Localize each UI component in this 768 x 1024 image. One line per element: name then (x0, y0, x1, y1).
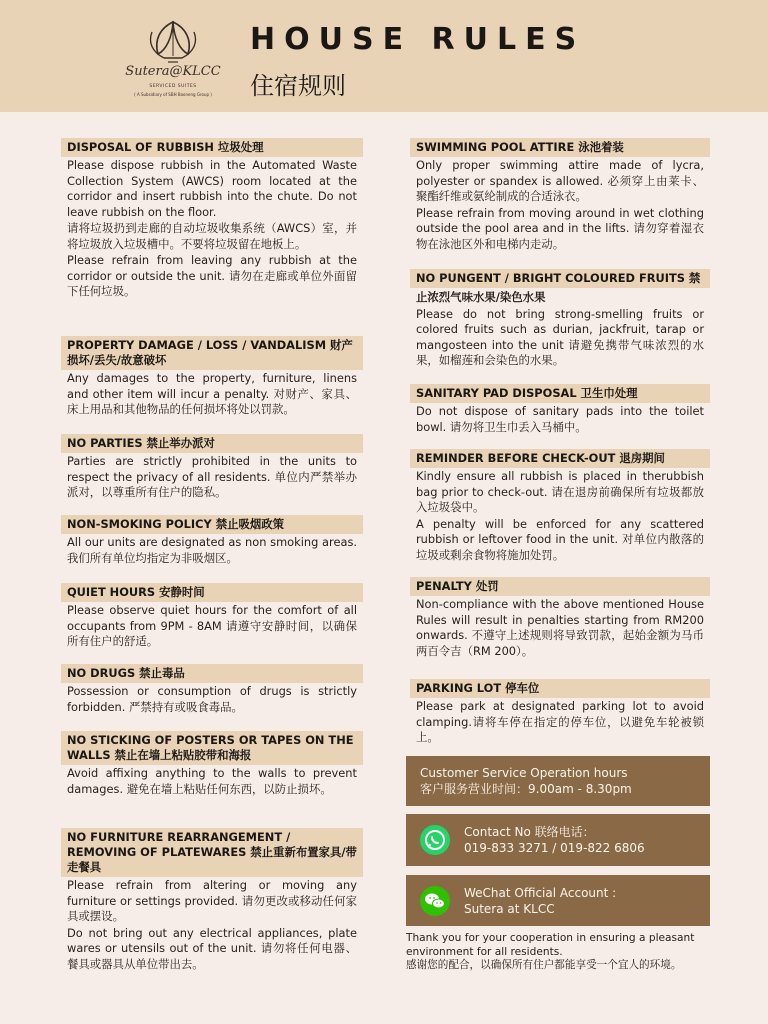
lotus-logo-icon (142, 18, 204, 66)
page-title-chinese: 住宿规则 (250, 72, 346, 100)
rule-text: All our units are designated as non smoking areas. 我们所有单位均指定为非吸烟区。 (67, 535, 357, 565)
rule-section (61, 138, 363, 300)
rule-section (61, 731, 363, 797)
wechat-icon (420, 886, 450, 916)
rule-text: Please observe quiet hours for the comfort of all occupants from 9PM - 8AM 请遵守安静时间，以确保所有住户的舒适。 (67, 603, 357, 648)
rule-section (61, 583, 363, 650)
rule-text: Please refrain from leaving any rubbish at the corridor or outside the unit. 请勿在走廊或单位外面留下任何垃圾。 (67, 253, 357, 298)
rule-title: QUIET HOURS 安静时间 (61, 583, 363, 602)
rule-text: 请将垃圾扔到走廊的自动垃圾收集系统（AWCS）室，并将垃圾放入垃圾槽中。不要将垃圾留在地板上。 (67, 221, 357, 251)
contact-label: Contact No 联络电话： (464, 825, 595, 839)
hours-label: Customer Service Operation hours (420, 766, 628, 780)
rule-text: Please do not bring strong-smelling fruits or colored fruits such as durian, jackfruit, tarap or mangosteen into the unit 请避免携带气味浓烈的水果，如榴莲和会染色的水果。 (416, 306, 704, 367)
rule-subtitle: 止浓烈气味水果/染色水果 (416, 290, 546, 304)
rule-title: PENALTY 处罚 (410, 577, 710, 596)
rule-section (410, 679, 710, 746)
rule-title: DISPOSAL OF RUBBISH 垃圾处理 (61, 138, 363, 157)
rule-text: Please refrain from altering or moving any furniture or settings provided. 请勿更改或移动任何家具或摆设。 (67, 878, 357, 923)
rule-section (61, 336, 363, 418)
wechat-label: WeChat Official Account : (464, 886, 617, 900)
rule-title: NO STICKING OF POSTERS OR TAPES ON THE WALLS 禁止在墙上粘贴胶带和海报 (61, 731, 363, 765)
wechat-account: Sutera at KLCC (464, 902, 555, 916)
rule-text: Any damages to the property, furniture, linens and other item will incur a penalty. 对财产、家具、床上用品和其他物品的任何损坏将处以罚款。 (67, 371, 357, 416)
thank-you-note (406, 932, 716, 973)
rule-section (410, 269, 710, 369)
rule-text: Do not dispose of sanitary pads into the toilet bowl. 请勿将卫生巾丢入马桶中。 (416, 404, 704, 434)
rule-text: Avoid affixing anything to the walls to prevent damages. 避免在墙上粘贴任何东西，以防止损坏。 (67, 766, 357, 796)
rule-title: SWIMMING POOL ATTIRE 泳池着装 (410, 138, 710, 157)
rule-section (61, 434, 363, 501)
hours-value: 客户服务营业时间：9.00am - 8.30pm (420, 782, 632, 796)
rule-title: NO FURNITURE REARRANGEMENT / REMOVING OF PLATEWARES 禁止重新布置家具/带走餐具 (61, 828, 363, 877)
rule-title: NO PUNGENT / BRIGHT COLOURED FRUITS 禁 (410, 269, 710, 288)
rule-section (410, 138, 710, 252)
rule-text: Kindly ensure all rubbish is placed in therubbish bag prior to check-out. 请在退房前确保所有垃圾都放入垃圾袋中。 (416, 469, 704, 514)
rule-title: NON-SMOKING POLICY 禁止吸烟政策 (61, 515, 363, 534)
wechat-box (406, 875, 710, 926)
page-title: HOUSE RULES (250, 22, 586, 57)
thanks-english: Thank you for your cooperation in ensuring a pleasant environment for all residents. (406, 932, 695, 958)
header-banner (0, 0, 768, 112)
logo (118, 18, 228, 104)
rule-title: SANITARY PAD DISPOSAL 卫生巾处理 (410, 384, 710, 403)
rule-section (61, 828, 363, 972)
rule-text: Only proper swimming attire made of lycra, polyester or spandex is allowed. 必须穿上由莱卡、聚酯纤维或氨纶制成的合适泳衣。 (416, 158, 704, 203)
rule-section (410, 577, 710, 659)
rule-section (410, 384, 710, 435)
rule-text: A penalty will be enforced for any scattered rubbish or leftover food in the unit. 对单位内散落的垃圾或剩余食物将施加处罚。 (416, 516, 704, 562)
rule-section (410, 449, 710, 563)
contact-box (406, 814, 710, 866)
thanks-chinese: 感谢您的配合，以确保所有住户都能享受一个宜人的环境。 (406, 959, 682, 971)
logo-brand: Sutera@KLCC (125, 64, 221, 79)
rule-title: PROPERTY DAMAGE / LOSS / VANDALISM 财产损坏/丢失/故意破坏 (61, 336, 363, 370)
rule-title: PARKING LOT 停车位 (410, 679, 710, 698)
rule-text: Do not bring out any electrical appliances, plate wares or utensils out of the unit. 请勿将任何电器、餐具或器具从单位带出去。 (67, 925, 357, 971)
rule-text: Non-compliance with the above mentioned House Rules will result in penalties starting from RM200 onwards. 不遵守上述规则将导致罚款，起始金额为马币两百令吉（RM 200）。 (416, 597, 704, 658)
contact-numbers[interactable]: 019-833 3271 / 019-822 6806 (464, 841, 645, 855)
rule-title: NO DRUGS 禁止毒品 (61, 664, 363, 683)
rule-title: REMINDER BEFORE CHECK-OUT 退房期间 (410, 449, 710, 468)
rule-section (61, 664, 363, 715)
rule-text: Please park at designated parking lot to avoid clamping.请将车停在指定的停车位，以避免车轮被锁上。 (416, 699, 704, 744)
rule-title: NO PARTIES 禁止举办派对 (61, 434, 363, 453)
rule-text: Please refrain from moving around in wet clothing outside the pool area and in the lifts. 请勿穿着湿衣物在泳池区外和电梯内走动。 (416, 205, 704, 251)
operation-hours-box (406, 756, 710, 806)
rule-section (61, 515, 363, 566)
whatsapp-icon (420, 825, 450, 855)
rule-text: Please dispose rubbish in the Automated Waste Collection System (AWCS) room located at the corridor and insert rubbish into the chute. Do not leave rubbish on the floor. (67, 158, 357, 219)
logo-subtitle: SERVICED SUITES (149, 84, 197, 89)
rule-text: Parties are strictly prohibited in the units to respect the privacy of all residents. 单位内严禁举办派对，以尊重所有住户的隐私。 (67, 454, 357, 499)
rule-text: Possession or consumption of drugs is strictly forbidden. 严禁持有或吸食毒品。 (67, 684, 357, 714)
logo-subsidiary: ( A Subsidiary of SBH Booneng Group ) (134, 92, 212, 97)
